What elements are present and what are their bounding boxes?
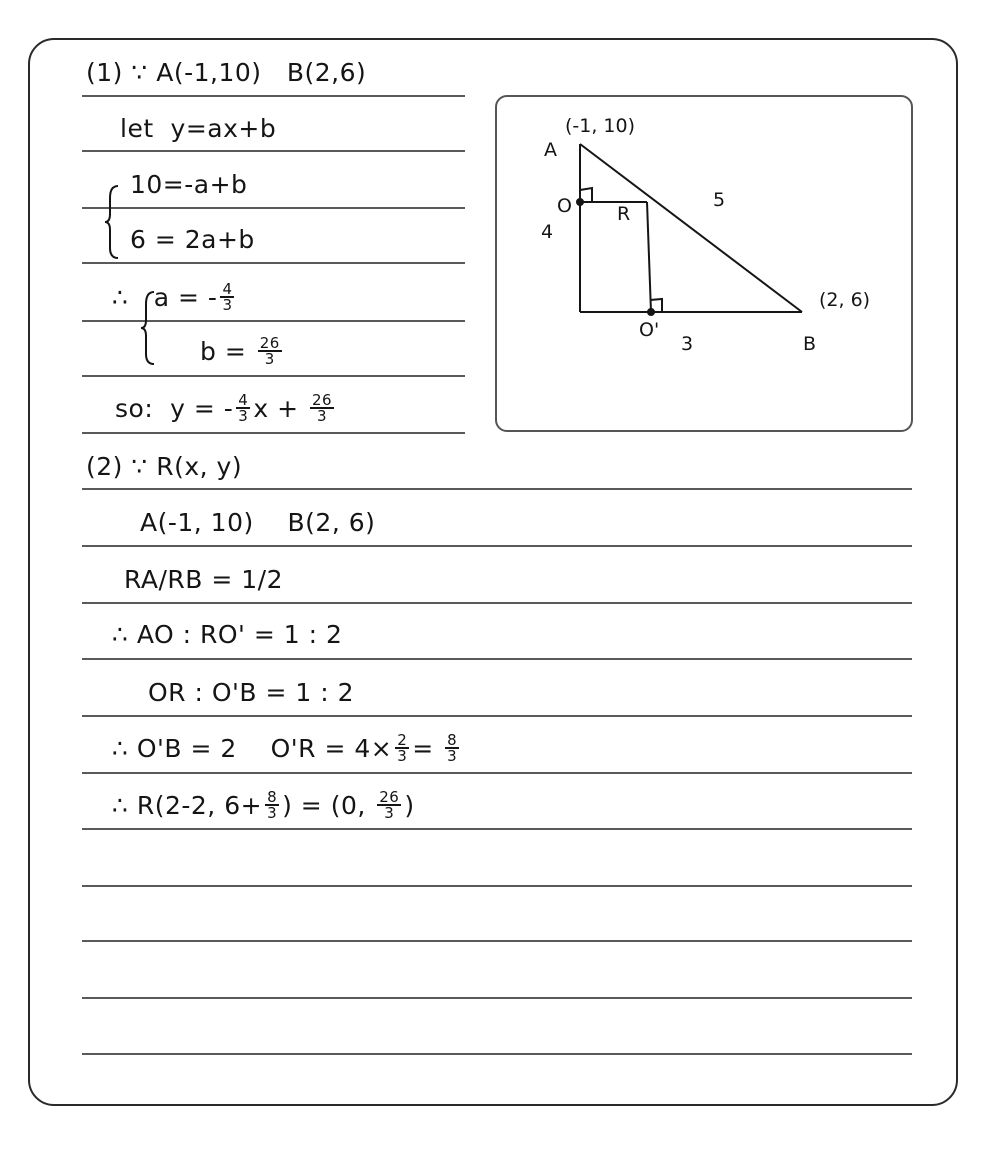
fraction bbox=[445, 733, 459, 763]
label-length-5: 5 bbox=[713, 189, 726, 211]
solution-line bbox=[115, 393, 337, 423]
numerator: 26 bbox=[259, 334, 280, 352]
denominator: 3 bbox=[447, 747, 458, 765]
fraction bbox=[310, 393, 334, 423]
ruled-line bbox=[82, 885, 912, 887]
solution-line bbox=[200, 336, 285, 366]
numerator: 4 bbox=[238, 391, 249, 409]
denominator: 3 bbox=[267, 804, 278, 822]
solution-line bbox=[112, 620, 342, 649]
ruled-line bbox=[82, 432, 465, 434]
segment-ro-prime bbox=[647, 202, 651, 312]
fraction bbox=[258, 336, 282, 366]
text-segment: ∴ O'B = 2 O'R = 4× bbox=[112, 734, 393, 763]
text-segment: b = bbox=[200, 337, 255, 366]
denominator: 3 bbox=[264, 350, 275, 368]
text-segment: ∴ R(2-2, 6+ bbox=[112, 791, 263, 820]
solution-line bbox=[148, 678, 354, 707]
text-segment: ∴ AO : RO' = 1 : 2 bbox=[112, 620, 343, 649]
fraction bbox=[395, 733, 409, 763]
text-segment: ) = (0, bbox=[282, 791, 375, 820]
text-segment: RA/RB = 1/2 bbox=[124, 565, 283, 594]
text-segment: x + bbox=[253, 394, 307, 423]
point-o-prime-dot bbox=[648, 309, 654, 315]
fraction bbox=[220, 282, 234, 312]
numerator: 26 bbox=[379, 788, 400, 806]
solution-line bbox=[86, 452, 242, 481]
fraction bbox=[377, 790, 401, 820]
text-segment: (2) ∵ R(x, y) bbox=[86, 452, 243, 481]
ruled-line bbox=[82, 262, 465, 264]
text-segment: ) bbox=[404, 791, 415, 820]
solution-line bbox=[130, 225, 255, 254]
label-o-prime: O' bbox=[639, 319, 660, 341]
denominator: 3 bbox=[222, 296, 233, 314]
solution-line bbox=[124, 565, 283, 594]
numerator: 26 bbox=[311, 391, 333, 409]
label-a-coord: (-1, 10) bbox=[565, 115, 636, 137]
label-length-3: 3 bbox=[681, 333, 694, 355]
triangle-figure bbox=[497, 97, 915, 434]
ruled-line bbox=[82, 602, 912, 604]
ruled-line bbox=[82, 658, 912, 660]
label-length-4: 4 bbox=[541, 221, 554, 243]
ruled-line bbox=[82, 772, 912, 774]
brace-icon bbox=[140, 290, 158, 366]
text-segment: let y=ax+b bbox=[120, 114, 277, 143]
ruled-line bbox=[82, 715, 912, 717]
label-b-coord: (2, 6) bbox=[819, 289, 871, 311]
solution-line bbox=[130, 170, 247, 199]
ruled-line bbox=[82, 207, 465, 209]
label-b: B bbox=[803, 333, 817, 355]
ruled-line bbox=[82, 940, 912, 942]
denominator: 3 bbox=[238, 407, 249, 425]
label-o: O bbox=[557, 195, 572, 217]
ruled-line bbox=[82, 997, 912, 999]
text-segment: ∴ a = - bbox=[112, 283, 218, 312]
text-segment: (1) ∵ A(-1,10) B(2,6) bbox=[86, 58, 367, 87]
numerator: 8 bbox=[447, 731, 458, 749]
side-ab bbox=[580, 144, 802, 312]
ruled-line bbox=[82, 375, 465, 377]
denominator: 3 bbox=[397, 747, 408, 765]
numerator: 8 bbox=[267, 788, 278, 806]
ruled-line bbox=[82, 828, 912, 830]
label-a: A bbox=[544, 139, 557, 161]
text-segment: OR : O'B = 1 : 2 bbox=[148, 678, 355, 707]
solution-line bbox=[86, 58, 366, 87]
text-segment: = bbox=[412, 734, 443, 763]
solution-line bbox=[112, 282, 237, 312]
solution-line bbox=[112, 733, 462, 763]
denominator: 3 bbox=[384, 804, 395, 822]
triangle-diagram bbox=[495, 95, 913, 432]
numerator: 2 bbox=[397, 731, 408, 749]
point-o-dot bbox=[577, 199, 583, 205]
brace-icon bbox=[104, 184, 122, 260]
ruled-line bbox=[82, 488, 912, 490]
ruled-line bbox=[82, 150, 465, 152]
solution-line bbox=[112, 790, 415, 820]
numerator: 4 bbox=[222, 280, 233, 298]
text-segment: 10=-a+b bbox=[130, 170, 248, 199]
ruled-line bbox=[82, 545, 912, 547]
ruled-line bbox=[82, 1053, 912, 1055]
ruled-line bbox=[82, 95, 465, 97]
solution-line bbox=[120, 114, 276, 143]
text-segment: so: y = - bbox=[115, 394, 234, 423]
solution-line bbox=[140, 508, 375, 537]
fraction bbox=[265, 790, 279, 820]
text-segment: A(-1, 10) B(2, 6) bbox=[140, 508, 376, 537]
fraction bbox=[236, 393, 250, 423]
text-segment: 6 = 2a+b bbox=[130, 225, 255, 254]
denominator: 3 bbox=[317, 407, 328, 425]
label-r: R bbox=[617, 203, 631, 225]
